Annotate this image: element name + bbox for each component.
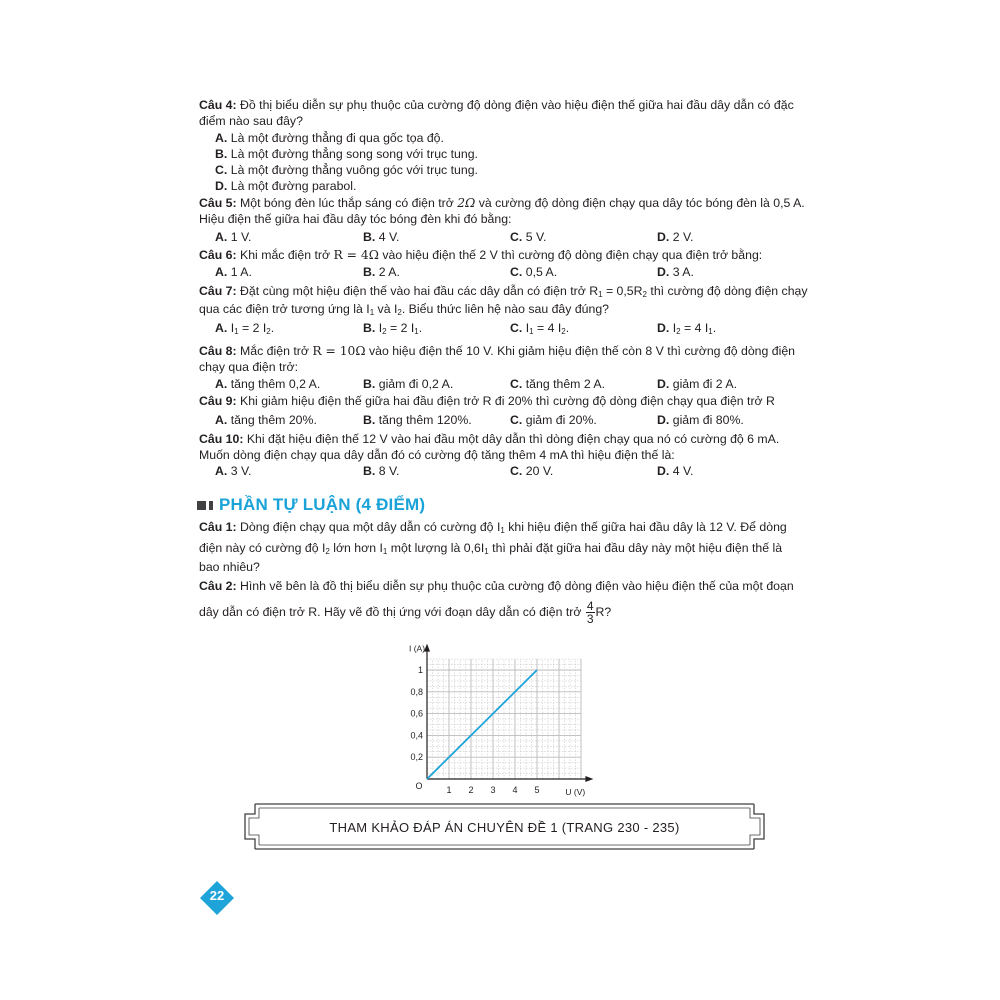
q6-option-b: B. 2 A.	[363, 265, 400, 279]
y-tick-label: 1	[417, 665, 423, 675]
q9-option-b: B. tăng thêm 120%.	[363, 413, 472, 427]
answer-reference: THAM KHẢO ĐÁP ÁN CHUYÊN ĐỀ 1 (TRANG 230 - 235)	[329, 820, 680, 835]
q8-line1: Câu 8: Mắc điện trở R = 10Ω vào hiệu điện thế 10 V. Khi giảm hiệu điện thế còn 8 V thì cường độ dòng điện	[199, 344, 796, 358]
q4-label: Câu 4:	[199, 98, 237, 112]
q10-line2: Muốn dòng điện chạy qua dây dẫn đó có cường độ tăng thêm 4 mA thì hiệu điện thế là:	[199, 448, 675, 462]
q6-line1: Câu 6: Khi mắc điện trở R = 4Ω vào hiệu điện thế 2 V thì cường độ dòng điện chạy qua điện trở bằng:	[199, 248, 763, 262]
q7-line2: qua các điện trở tương ứng là $I_1$ và $I_2$. Biểu thức liên hệ nào sau đây đúng?	[199, 302, 610, 317]
q10-option-b: B. 8 V.	[363, 464, 400, 478]
q8-option-c: C. tăng thêm 2 A.	[510, 377, 606, 391]
section-bar-icon	[209, 501, 213, 510]
q8-resistance: R = 10Ω	[312, 344, 366, 358]
q9-option-d: D. giảm đi 80%.	[657, 413, 744, 427]
y-tick-label: 0,6	[410, 708, 423, 719]
q7-option-a: A. $I_1 = 2$ $I_2$.	[215, 321, 275, 336]
x-tick-label: 2	[468, 785, 474, 795]
e1-line1: Câu 1: Dòng điện chạy qua một dây dẫn có cường độ $I_1$ khi hiệu điện thế giữa hai đầu dây là 12 V. Để dòng	[199, 520, 787, 535]
q8-line2: chạy qua điện trở:	[199, 360, 298, 374]
section-heading	[197, 495, 425, 515]
q5-resistance: 2Ω	[457, 196, 476, 210]
x-tick-label: 3	[490, 785, 496, 795]
section-square-icon	[197, 501, 206, 510]
q8-option-b: B. giảm đi 0,2 A.	[363, 377, 454, 391]
page-number: 22	[209, 888, 225, 903]
q10-option-c: C. 20 V.	[510, 464, 554, 478]
x-tick-label: 4	[512, 785, 518, 795]
q5-line2: Hiệu điện thế giữa hai đầu dây tóc bóng đèn khi đó bằng:	[199, 212, 512, 226]
q5-option-a: A. 1 V.	[215, 230, 252, 244]
q10-line1: Câu 10: Khi đặt hiệu điện thế 12 V vào hai đầu một dây dẫn thì dòng điện chạy qua nó có cường độ 6 mA.	[199, 432, 780, 446]
x-axis-arrow-icon	[585, 776, 593, 782]
q10-option-d: D. 4 V.	[657, 464, 694, 478]
current-voltage-chart	[395, 630, 610, 800]
q7-line1: Câu 7: Đặt cùng một hiệu điện thế vào hai đầu các dây dẫn có điện trở $R_1 = 0,5R_2$ thì cường độ dòng điện chạy	[199, 284, 808, 299]
q6-option-d: D. 3 A.	[657, 265, 694, 279]
y-tick-label: 0,2	[410, 752, 423, 763]
fraction: $\frac{4}{3}$	[586, 599, 594, 626]
x-tick-label: 5	[534, 785, 540, 795]
e2-line1: Câu 2: Hình vẽ bên là đồ thị biểu diễn sự phụ thuộc của cường độ dòng điện vào hiệu điện thế của một đoạn	[199, 579, 794, 593]
q10-option-a: A. 3 V.	[215, 464, 252, 478]
q5-option-b: B. 4 V.	[363, 230, 400, 244]
y-axis-label: I (A)	[409, 643, 426, 654]
q6-option-c: C. 0,5 A.	[510, 265, 558, 279]
x-tick-label: 1	[446, 785, 452, 795]
q6-resistance: R = 4Ω	[333, 248, 379, 262]
q4-text1: Đồ thị biểu diễn sự phụ thuộc của cường độ dòng điện vào hiệu điện thế giữa hai đầu dây dẫn có đặc	[236, 98, 794, 112]
section-title: PHẦN TỰ LUẬN (4 ĐIỂM)	[219, 495, 426, 514]
q7-option-d: D. $I_2 = 4$ $I_1$.	[657, 321, 717, 336]
q7-option-c: C. $I_1 = 4$ $I_2$.	[510, 321, 570, 336]
q5-line1: Câu 5: Một bóng đèn lúc thắp sáng có điện trở 2Ω và cường độ dòng điện chạy qua dây tóc bóng đèn là 0,5 A.	[199, 196, 805, 210]
q5-option-c: C. 5 V.	[510, 230, 547, 244]
e1-line2: điện này có cường độ $I_2$ lớn hơn $I_1$ một lượng là $0,6I_1$ thì phải đặt giữa hai đầu dây này một hiệu điện thế là	[199, 541, 783, 556]
q6-option-a: A. 1 A.	[215, 265, 252, 279]
q9-option-a: A. tăng thêm 20%.	[215, 413, 317, 427]
e1-line3: bao nhiêu?	[199, 560, 260, 574]
q8-option-a: A. tăng thêm 0,2 A.	[215, 377, 321, 391]
q4-option-d: D. Là một đường parabol.	[215, 179, 357, 193]
y-tick-label: 0,8	[410, 686, 423, 697]
e2-line2: dây dẫn có điện trở R. Hãy vẽ đồ thị ứng với đoạn dây dẫn có điện trở $\frac{4}{3}$ R?	[199, 599, 612, 626]
q4-line1	[199, 97, 794, 113]
q4-option-a: A. Là một đường thẳng đi qua gốc tọa độ.	[215, 131, 444, 145]
q8-option-d: D. giảm đi 2 A.	[657, 377, 737, 391]
q4-option-b: B. Là một đường thẳng song song với trục tung.	[215, 147, 478, 161]
x-axis-label: U (V)	[565, 787, 586, 797]
q4-option-c: C. Là một đường thẳng vuông góc với trục tung.	[215, 163, 478, 177]
q9-line1: Câu 9: Khi giảm hiệu điện thế giữa hai đầu điện trở R đi 20% thì cường độ dòng điện chạy qua điện trở R	[199, 394, 775, 408]
y-tick-label: 0,4	[410, 730, 423, 741]
q7-option-b: B. $I_2 = 2$ $I_1$.	[363, 321, 423, 336]
q5-option-d: D. 2 V.	[657, 230, 694, 244]
q9-option-c: C. giảm đi 20%.	[510, 413, 597, 427]
q4-line2: điểm nào sau đây?	[199, 114, 303, 128]
origin-label: O	[415, 781, 423, 791]
